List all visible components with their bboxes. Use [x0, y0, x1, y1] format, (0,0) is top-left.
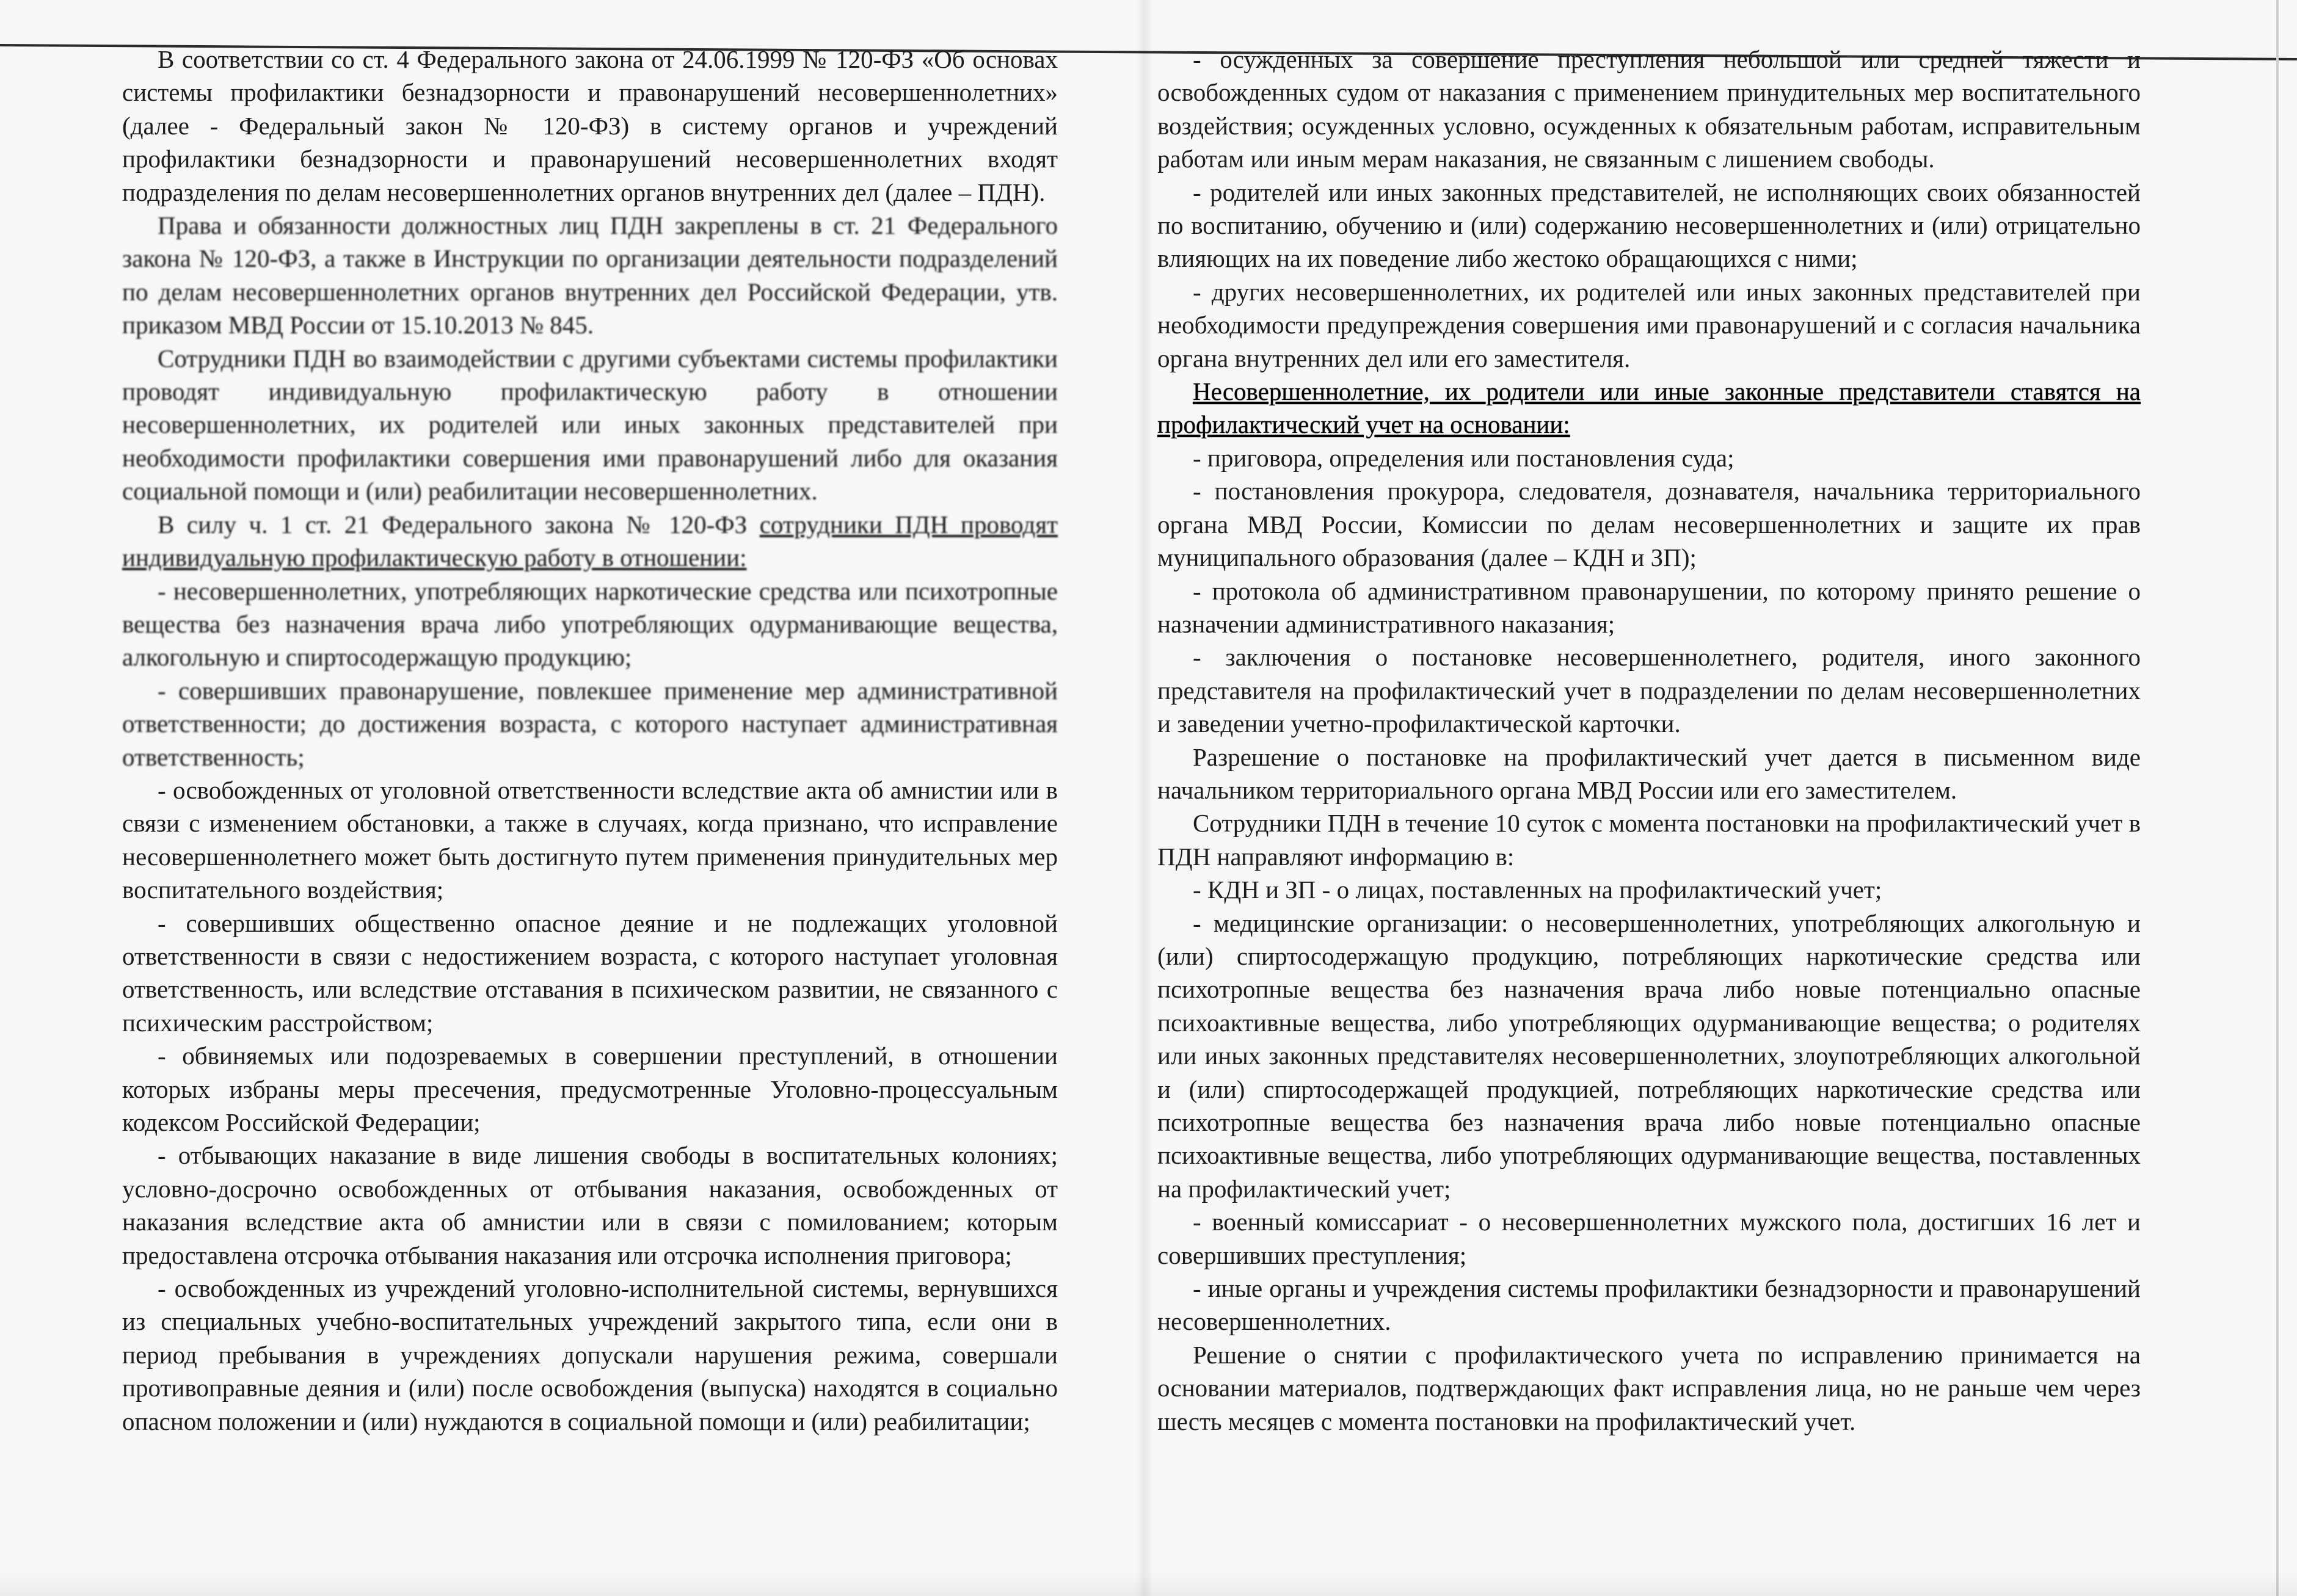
list-item: - КДН и ЗП - о лицах, поставленных на профилактический учет;	[1193, 876, 1882, 904]
paragraph: В соответствии со ст. 4 Федерального закона от 24.06.1999 № 120-ФЗ «Об основах системы профилактики безнадзорности и правонарушений несовершеннолетних» (далее - Федеральный закон № 120-ФЗ) в систему органов и учреждений профилактики безнадзорности и правонарушений несовершеннолетних входят подразделения по делам несовершеннолетних органов внутренних дел (далее – ПДН).	[122, 45, 1058, 206]
list-item: - приговора, определения или постановления суда;	[1193, 443, 1735, 472]
list-item: - совершивших правонарушение, повлекшее применение мер административной ответственности; до достижения возраста, с которого наступает административная ответственность;	[122, 676, 1058, 771]
list-item: - иные органы и учреждения системы профилактики безнадзорности и правонарушений несовершеннолетних.	[1157, 1274, 2141, 1336]
list-item: - обвиняемых или подозреваемых в совершении преступлений, в отношении которых избраны меры пресечения, предусмотренные Уголовно-процессуальным кодексом Российской Федерации;	[122, 1042, 1058, 1136]
list-item: - освобожденных от уголовной ответственности вследствие акта об амнистии или в связи с изменением обстановки, а также в случаях, когда признано, что исправление несовершеннолетнего может быть достигнуто путем применения принудительных мер воспитательного воздействия;	[122, 775, 1058, 904]
paragraph-lead: В силу ч. 1 ст. 21 Федерального закона № 120-ФЗ	[158, 510, 760, 539]
list-item: - постановления прокурора, следователя, дознавателя, начальника территориального органа МВД России, Комиссии по делам несовершеннолетних и защите их прав муниципального образования (далее – КДН и ЗП);	[1157, 477, 2141, 572]
list-item: - совершивших общественно опасное деяние и не подлежащих уголовной ответственности в связи с недостижением возраста, с которого наступает уголовная ответственность, или вследствие отставания в психическом развитии, не связанного с психическим расстройством;	[122, 909, 1058, 1037]
list-item: - медицинские организации: о несовершеннолетних, употребляющих алкогольную и (или) спиртосодержащую продукцию, потребляющих наркотические средства или психотропные вещества без назначения врача либо новые потенциально опасные психоактивные вещества, либо употребляющих одурманивающие вещества; о родителях или иных законных представителях несовершеннолетних, злоупотребляющих алкогольной и (или) спиртосодержащей продукцией, потребляющих наркотические средства или психотропные вещества без назначения врача либо новые потенциально опасные психоактивные вещества, либо употребляющих одурманивающие вещества, поставленных на профилактический учет;	[1157, 909, 2141, 1203]
list-item: - других несовершеннолетних, их родителей или иных законных представителей при необходимости предупреждения совершения ими правонарушений и с согласия начальника органа внутренних дел или его заместителя.	[1157, 277, 2141, 372]
list-item: - родителей или иных законных представителей, не исполняющих своих обязанностей по воспитанию, обучению и (или) содержанию несовершеннолетних и (или) отрицательно влияющих на их поведение либо жестоко обращающихся с ними;	[1157, 178, 2141, 273]
paragraph: Разрешение о постановке на профилактический учет дается в письменном виде начальником территориального органа МВД России или его заместителем.	[1157, 742, 2141, 804]
paragraph	[122, 508, 1058, 575]
list-item: - протокола об административном правонарушении, по которому принято решение о назначении административного наказания;	[1157, 576, 2141, 638]
paragraph	[1157, 375, 2141, 441]
page-fold	[1136, 0, 1153, 1596]
list-item: - осужденных за совершение преступления небольшой или средней тяжести и освобожденных судом от наказания с применением принудительных мер воспитательного воздействия; осужденных условно, осужденных к обязательным работам, исправительным работам или иным мерам наказания, не связанным с лишением свободы.	[1157, 45, 2141, 173]
list-item: - несовершеннолетних, употребляющих наркотические средства или психотропные вещества без назначения врача либо употребляющих одурманивающие вещества, алкогольную и спиртосодержащую продукцию;	[122, 576, 1058, 672]
paragraph: Сотрудники ПДН в течение 10 суток с момента постановки на профилактический учет в ПДН направляют информацию в:	[1157, 809, 2141, 871]
left-column	[122, 43, 1058, 1438]
underlined-heading: сотрудники ПДН проводят индивидуальную профилактическую работу в отношении:	[122, 510, 1058, 572]
right-border-line	[2276, 0, 2279, 1596]
paragraph: Сотрудники ПДН во взаимодействии с другими субъектами системы профилактики проводят индивидуальную профилактическую работу в отношении несовершеннолетних, их родителей или иных законных представителей при необходимости профилактики совершения ими правонарушений либо для оказания социальной помощи и (или) реабилитации несовершеннолетних.	[122, 344, 1058, 506]
bottom-shadow	[0, 1572, 2297, 1596]
paragraph: Права и обязанности должностных лиц ПДН закреплены в ст. 21 Федерального закона № 120-ФЗ, а также в Инструкции по организации деятельности подразделений по делам несовершеннолетних органов внутренних дел Российской Федерации, утв. приказом МВД России от 15.10.2013 № 845.	[122, 211, 1058, 339]
underlined-heading: Несовершеннолетние, их родители или иные законные представители ставятся на профилактический учет на основании:	[1157, 377, 2141, 439]
right-column	[1157, 43, 2141, 1438]
faded-block	[122, 209, 1058, 774]
list-item: - заключения о постановке несовершеннолетнего, родителя, иного законного представителя на профилактический учет в подразделении по делам несовершеннолетних и заведении учетно-профилактической карточки.	[1157, 643, 2141, 738]
paragraph: Решение о снятии с профилактического учета по исправлению принимается на основании материалов, подтверждающих факт исправления лица, но не раньше чем через шесть месяцев с момента постановки на профилактический учет.	[1157, 1340, 2141, 1435]
list-item: - освобожденных из учреждений уголовно-исполнительной системы, вернувшихся из специальных учебно-воспитательных учреждений закрытого типа, если они в период пребывания в учреждениях допускали нарушения режима, совершали противоправные деяния и (или) после освобождения (выпуска) находятся в социально опасном положении и (или) нуждаются в социальной помощи и (или) реабилитации;	[122, 1274, 1058, 1435]
list-item: - отбывающих наказание в виде лишения свободы в воспитательных колониях; условно-досрочно освобожденных от отбывания наказания, освобожденных от наказания вследствие акта об амнистии или в связи с помилованием; которым предоставлена отсрочка отбывания наказания или отсрочка исполнения приговора;	[122, 1141, 1058, 1269]
list-item: - военный комиссариат - о несовершеннолетних мужского пола, достигших 16 лет и совершивших преступления;	[1157, 1208, 2141, 1269]
